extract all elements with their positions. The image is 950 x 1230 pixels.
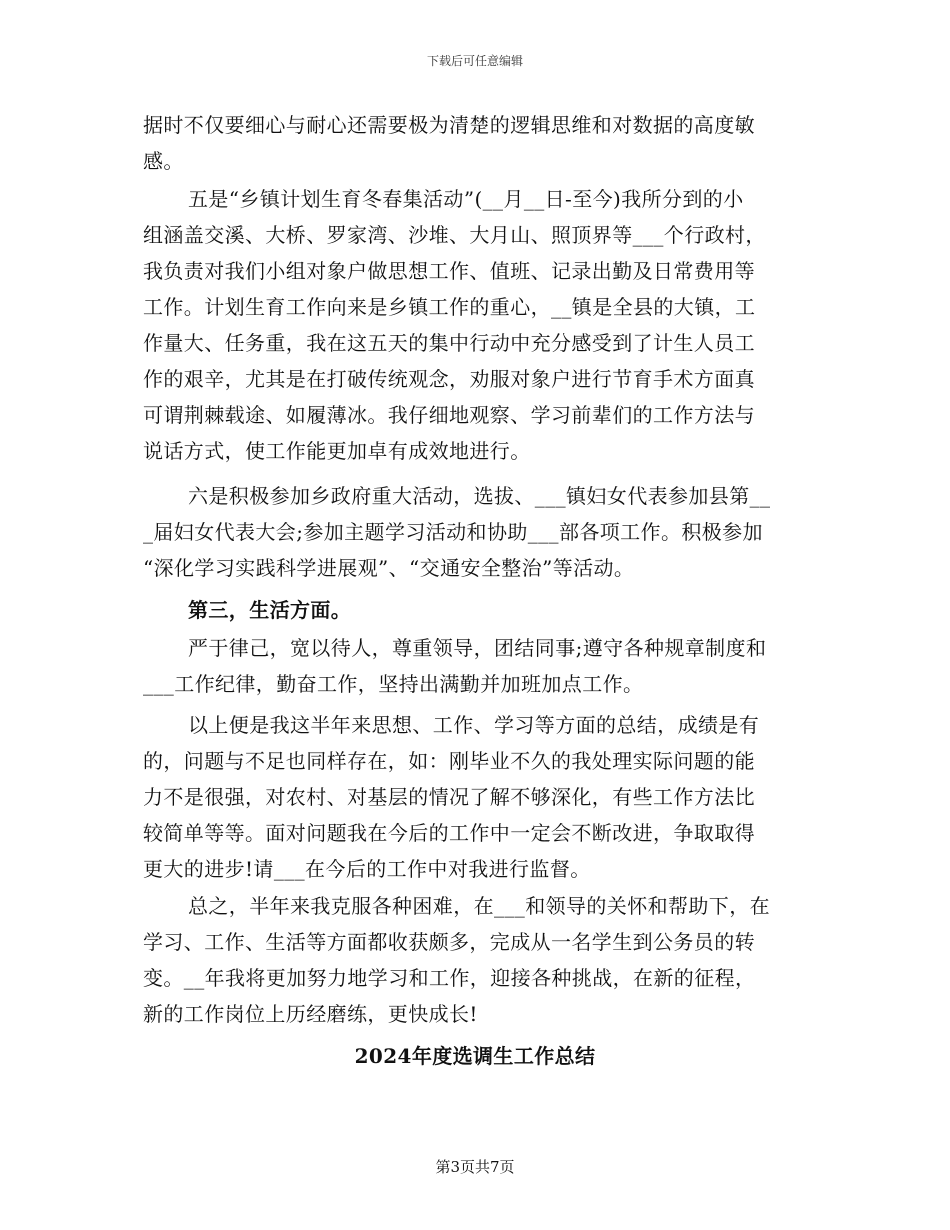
section-heading: 第三，生活方面。 <box>188 598 352 622</box>
text-line: 可谓荆棘载途、如履薄冰。我仔细地观察、学习前辈们的工作方法与 <box>143 403 755 427</box>
text-line: 的，问题与不足也同样存在，如：刚毕业不久的我处理实际问题的能 <box>143 749 755 773</box>
text-line: 感。 <box>143 149 184 173</box>
page-header: 下载后可任意编辑 <box>426 54 523 68</box>
page-number: 第3页共7页 <box>435 1158 515 1176</box>
text-line: “深化学习实践科学进展观”、“交通安全整治”等活动。 <box>143 556 635 580</box>
text-line: 以上便是我这半年来思想、工作、学习等方面的总结，成绩是有 <box>188 713 760 737</box>
text-line: 作的艰辛，尤其是在打破传统观念，劝服对象户进行节育手术方面真 <box>143 367 755 391</box>
document-title: 2024年度选调生工作总结 <box>354 1044 596 1068</box>
text-line: 学习、工作、生活等方面都收获颇多，完成从一名学生到公务员的转 <box>143 930 755 954</box>
text-line: ___工作纪律，勤奋工作，坚持出满勤并加班加点工作。 <box>143 672 644 696</box>
text-line: _届妇女代表大会;参加主题学习活动和协助___部各项工作。积极参加 <box>143 520 763 544</box>
text-line: 严于律己，宽以待人，尊重领导，团结同事;遵守各种规章制度和 <box>188 636 767 660</box>
text-line: 新的工作岗位上历经磨练，更快成长! <box>143 1002 478 1026</box>
text-line: 力不是很强，对农村、对基层的情况了解不够深化，有些工作方法比 <box>143 785 755 809</box>
text-line: 组涵盖交溪、大桥、罗家湾、沙堆、大月山、照顶界等___个行政村， <box>143 223 766 247</box>
text-line: 工作。计划生育工作向来是乡镇工作的重心，__镇是全县的大镇，工 <box>143 295 756 319</box>
text-line: 作量大、任务重，我在这五天的集中行动中充分感受到了计生人员工 <box>143 331 755 355</box>
text-line: 我负责对我们小组对象户做思想工作、值班、记录出勤及日常费用等 <box>143 259 755 283</box>
text-line: 说话方式，使工作能更加卓有成效地进行。 <box>143 439 531 463</box>
text-line: 据时不仅要细心与耐心还需要极为清楚的逻辑思维和对数据的高度敏 <box>143 113 755 137</box>
text-line: 总之，半年来我克服各种困难，在___和领导的关怀和帮助下，在 <box>188 894 770 918</box>
text-line: 五是“乡镇计划生育冬春集活动”(__月__日-至今)我所分到的小 <box>188 187 744 211</box>
text-line: 变。__年我将更加努力地学习和工作，迎接各种挑战，在新的征程， <box>143 966 756 990</box>
text-line: 六是积极参加乡政府重大活动，选拔、___镇妇女代表参加县第__ <box>188 484 771 508</box>
text-line: 较简单等等。面对问题我在今后的工作中一定会不断改进，争取取得 <box>143 821 755 845</box>
text-line: 更大的进步!请___在今后的工作中对我进行监督。 <box>143 857 591 881</box>
